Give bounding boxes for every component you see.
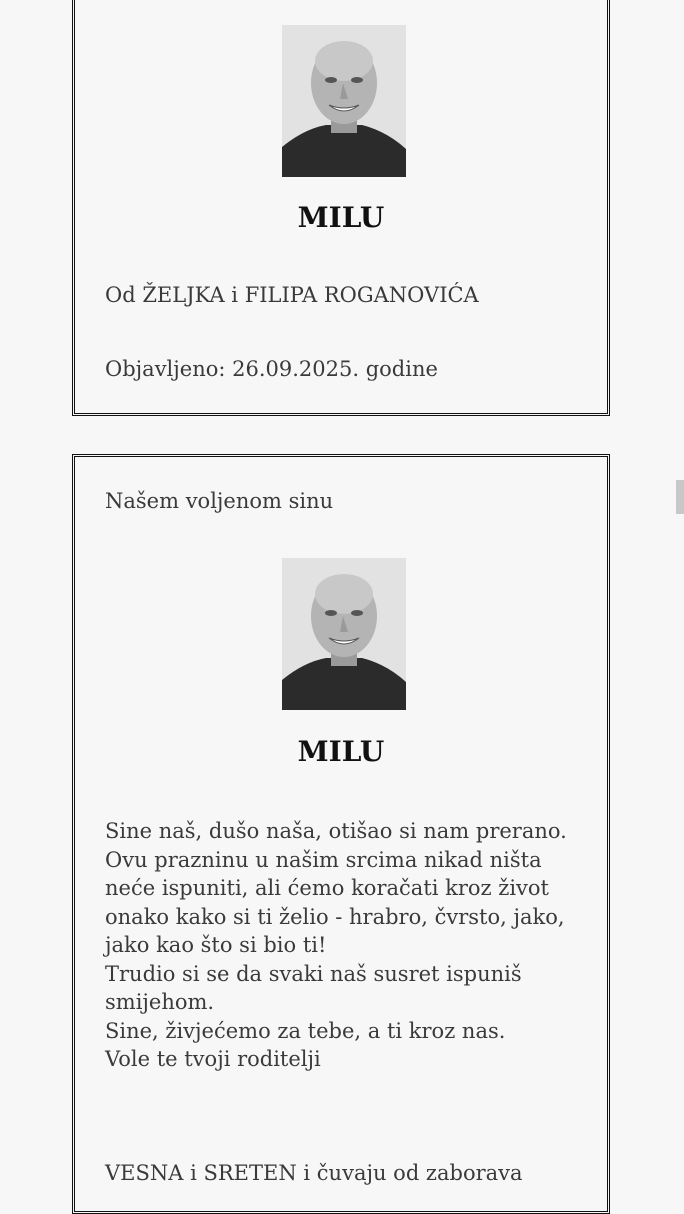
portrait-photo: [282, 25, 406, 177]
condolence-message: [105, 817, 583, 1074]
message-line: Sine, živjećemo za tebe, a ti kroz nas.: [105, 1018, 506, 1043]
message-line: Trudio si se da svaki naš susret ispuniš: [105, 961, 522, 986]
obituary-card-2: [72, 454, 610, 1214]
scrollbar-thumb[interactable]: [676, 480, 684, 514]
published-date: Objavljeno: 26.09.2025. godine: [105, 357, 438, 381]
deceased-name: MILU: [297, 201, 385, 234]
message-line: Vole te tvoji roditelji: [105, 1047, 321, 1071]
message-line: smijehom.: [105, 990, 215, 1014]
message-line: onako kako si ti želio - hrabro, čvrsto, jako,: [105, 904, 565, 929]
sender-line: Od ŽELJKA i FILIPA ROGANOVIĆA: [105, 283, 479, 307]
signature-line: VESNA i SRETEN i čuvaju od zaborava: [105, 1161, 523, 1185]
intro-line: Našem voljenom sinu: [105, 489, 334, 513]
portrait-photo: [282, 558, 406, 710]
message-line: jako kao što si bio ti!: [105, 933, 327, 957]
message-line: neće ispuniti, ali ćemo koračati kroz život: [105, 876, 549, 900]
deceased-name: MILU: [297, 735, 385, 768]
message-line: Ovu prazninu u našim srcima nikad ništa: [105, 847, 542, 872]
message-line: Sine naš, dušo naša, otišao si nam prerano.: [105, 819, 567, 843]
obituary-card-1: [72, 0, 610, 416]
